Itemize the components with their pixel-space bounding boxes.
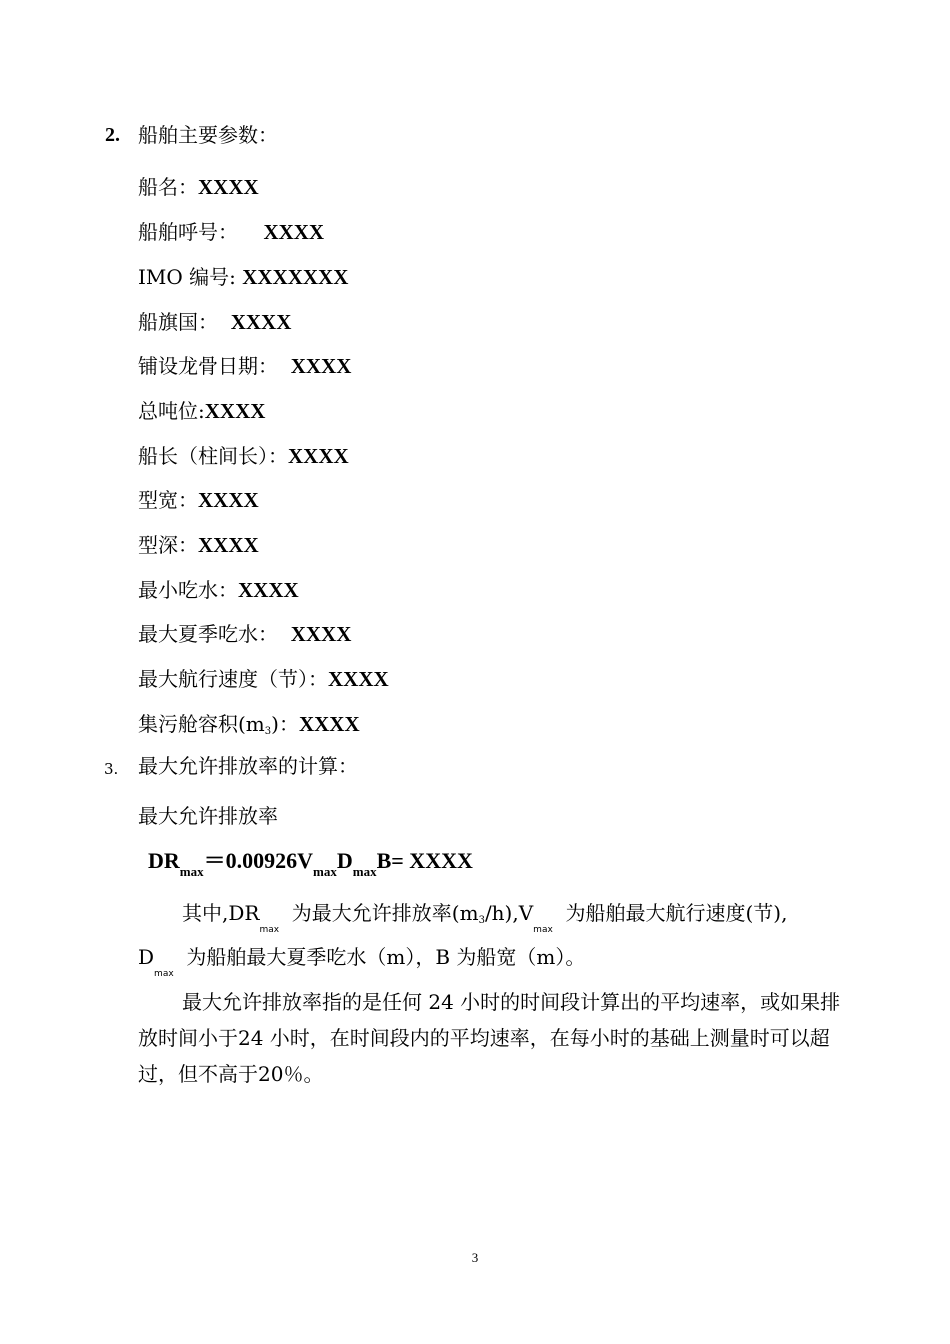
rate-definition-paragraph: 最大允许排放率指的是任何 24 小时的时间段计算出的平均速率，或如果排放时间小于24 小时，在时间段内的平均速率，在每小时的基础上测量时可以超过，但不高于20％。 bbox=[138, 990, 841, 1086]
formula-sub-max: max bbox=[352, 864, 377, 879]
section-3-subtitle: 最大允许排放率 bbox=[138, 804, 278, 828]
section-3-number: 3. bbox=[104, 760, 119, 778]
param-label-pre: 集污舱容积(m bbox=[138, 712, 265, 736]
explain-text: 为船舶最大航行速度(节), bbox=[565, 901, 788, 925]
param-value: XXXX bbox=[328, 667, 389, 691]
param-value: XXXX bbox=[198, 533, 259, 557]
param-label: 铺设龙骨日期： bbox=[138, 354, 278, 378]
param-label: 船舶呼号： bbox=[138, 220, 238, 244]
param-holding-tank-volume bbox=[138, 711, 360, 742]
formula-d: D bbox=[336, 848, 353, 873]
param-value: XXXX bbox=[298, 712, 360, 736]
param-label: 型深： bbox=[138, 533, 198, 557]
param-value: XXXX bbox=[288, 444, 349, 468]
formula-explanation-line2 bbox=[138, 944, 586, 979]
param-label: 型宽： bbox=[138, 488, 198, 512]
param-breadth bbox=[138, 487, 259, 513]
explain-sub: max bbox=[154, 969, 174, 979]
explain-text: 为船舶最大夏季吃水（m），B 为船宽（m）。 bbox=[186, 945, 586, 969]
explain-sub: max bbox=[259, 925, 280, 935]
explain-text: /h),V bbox=[484, 901, 534, 925]
explain-text: 为最大允许排放率(m bbox=[291, 901, 479, 925]
param-value: XXXX bbox=[263, 220, 325, 244]
param-max-speed bbox=[138, 666, 389, 692]
param-value: XXXX bbox=[290, 622, 352, 646]
param-label: 最大夏季吃水： bbox=[138, 622, 278, 646]
param-min-draft bbox=[138, 577, 299, 603]
param-keel-date bbox=[138, 353, 351, 379]
param-value: XXXX bbox=[230, 310, 292, 334]
param-label: 最小吃水： bbox=[138, 578, 238, 602]
param-value: XXXX bbox=[198, 488, 259, 512]
section-2-title: 船舶主要参数： bbox=[138, 123, 278, 147]
param-value: XXXX bbox=[290, 354, 352, 378]
formula-coefficient: ＝0.00926V bbox=[203, 848, 314, 873]
param-label: 船长（柱间长）： bbox=[138, 444, 288, 468]
param-label: 船名： bbox=[138, 175, 198, 199]
formula-result: B= XXXX bbox=[376, 848, 473, 873]
param-value: XXXX bbox=[198, 175, 259, 199]
formula-sub-max: max bbox=[313, 864, 337, 879]
explain-sup: 3 bbox=[478, 915, 485, 926]
section-3-title: 最大允许排放率的计算： bbox=[138, 754, 358, 778]
param-depth bbox=[138, 532, 259, 558]
param-flag-state bbox=[138, 309, 291, 335]
param-label: 最大航行速度（节）： bbox=[138, 667, 328, 691]
param-value: XXXX bbox=[238, 578, 299, 602]
page-number: 3 bbox=[471, 1250, 479, 1265]
param-ship-name bbox=[138, 174, 259, 200]
param-call-sign bbox=[138, 219, 324, 245]
param-label-post: )： bbox=[271, 712, 299, 736]
section-2-number: 2. bbox=[105, 124, 120, 146]
explain-text: D bbox=[138, 945, 155, 969]
param-label-sup: 3 bbox=[264, 726, 272, 737]
param-label: IMO 编号: bbox=[138, 265, 236, 289]
param-gross-tonnage bbox=[138, 398, 265, 424]
formula-explanation-line1 bbox=[182, 900, 788, 935]
explain-text: 其中,DR bbox=[182, 901, 260, 925]
formula-sub-max: max bbox=[179, 864, 204, 879]
param-value: XXXXXXX bbox=[242, 265, 349, 289]
explain-sub: max bbox=[533, 925, 553, 935]
param-label: 总吨位: bbox=[138, 399, 205, 423]
formula-dr: DR bbox=[148, 848, 180, 873]
param-max-summer-draft bbox=[138, 621, 351, 647]
param-label: 船旗国： bbox=[138, 310, 218, 334]
param-length bbox=[138, 443, 349, 469]
param-value: XXXX bbox=[204, 399, 266, 423]
discharge-rate-formula bbox=[148, 846, 473, 887]
param-imo-number bbox=[138, 264, 348, 290]
